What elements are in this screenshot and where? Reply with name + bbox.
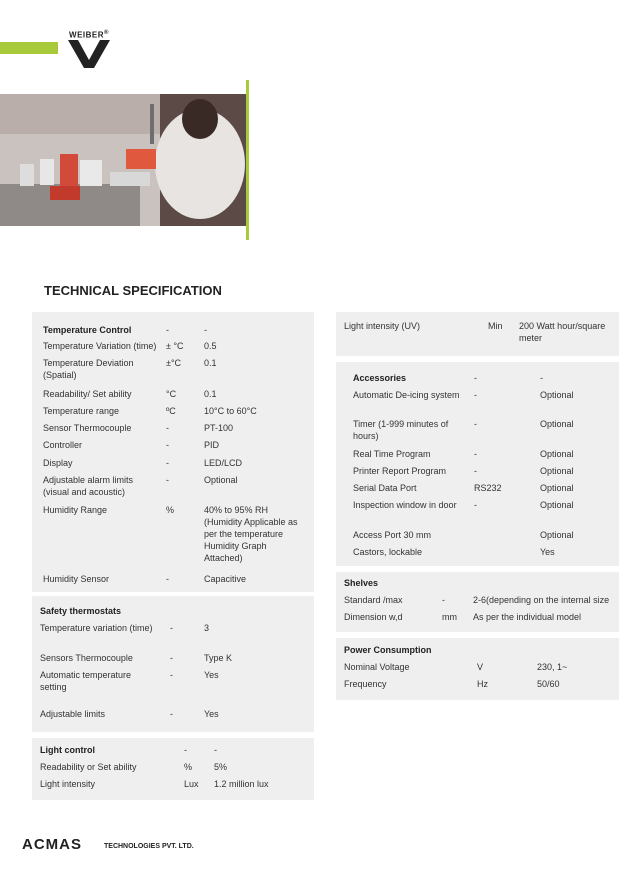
safety-row-unit: - [170,623,173,633]
power-row-unit: V [477,662,484,672]
general-row-value: PT-100 [204,423,234,433]
shelves-row-label: Shelves [344,578,379,588]
accessory-row-unit: - [474,500,477,510]
safety-row-unit: - [170,670,173,680]
light-row-value: - [214,745,217,755]
uv-row-unit: Min [488,321,503,331]
accessory-row-value: Yes [540,547,555,557]
lab-photo [0,94,246,226]
shelves-row-label: Dimension w,d [344,612,403,622]
general-row-unit: °C [166,389,177,399]
section-title: TECHNICAL SPECIFICATION [44,283,222,298]
accessory-row-label: Access Port 30 mm [353,530,432,540]
accessory-row-value: Optional [540,419,574,429]
general-row-value: PID [204,440,220,450]
general-row-unit: - [166,475,169,485]
accessory-row-unit: - [474,419,477,429]
safety-row-unit: - [170,709,173,719]
general-row-unit: - [166,458,169,468]
accessory-row-label: Timer (1-999 minutes of hours) [353,419,449,441]
general-row-value: 10°C to 60°C [204,406,257,416]
shelves-row-unit: - [442,595,445,605]
shelves-row-value: 2-6(depending on the internal size [473,595,610,605]
safety-row-value: Yes [204,709,219,719]
general-row-label: Temperature Control [43,325,132,335]
general-row-unit: % [166,505,175,515]
accessory-row-value: Optional [540,449,574,459]
acmas-logo: ACMAS [22,836,82,853]
accessory-row-unit: - [474,466,477,476]
general-row-unit: ºC [166,406,176,416]
safety-row-label: Safety thermostats [40,606,122,616]
accessory-row-value: Optional [540,390,574,400]
power-row-value: 50/60 [537,679,560,689]
acmas-subtitle: TECHNOLOGIES PVT. LTD. [104,843,194,850]
safety-row-value: Yes [204,670,219,680]
general-row-value: Optional [204,475,238,485]
general-row-value: 0.1 [204,358,217,368]
general-row-label: Controller [43,440,83,450]
general-row-label: Humidity Sensor [43,574,110,584]
general-row-label: Humidity Range [43,505,108,515]
general-row-unit: ± °C [166,341,184,351]
general-row-value: LED/LCD [204,458,243,468]
power-row-label: Power Consumption [344,645,432,655]
accessory-row-value: Optional [540,483,574,493]
shelves-row-unit: mm [442,612,457,622]
safety-row-value: Type K [204,653,233,663]
general-row-unit: - [166,574,169,584]
power-row-label: Nominal Voltage [344,662,410,672]
uv-row-value: 200 Watt hour/square meter [519,321,606,343]
power-row-value: 230, 1~ [537,662,568,672]
accessory-row-label: Automatic De-icing system [353,390,460,400]
light-row-label: Light intensity [40,779,96,789]
light-row-value: 5% [214,762,228,772]
light-row-label: Light control [40,745,95,755]
shelves-row-label: Standard /max [344,595,403,605]
accessory-row-value: Optional [540,530,574,540]
general-row-unit: - [166,440,169,450]
general-row-unit: ±°C [166,358,182,368]
accessory-row-label: Castors, lockable [353,547,423,557]
safety-row-unit: - [170,653,173,663]
accessory-row-label: Printer Report Program [353,466,447,476]
general-row-unit: - [166,423,169,433]
power-row-label: Frequency [344,679,387,689]
general-row-label: Sensor Thermocouple [43,423,132,433]
accent-bar [0,42,58,54]
general-row-unit: - [166,325,169,335]
general-row-value: - [204,325,207,335]
general-row-value: Capacitive [204,574,247,584]
accessory-row-label: Accessories [353,373,407,383]
safety-row-label: Automatic temperature setting [40,670,132,692]
weiber-logo: WEIBER® [64,30,114,70]
general-row-label: Display [43,458,73,468]
weiber-w-icon [64,40,114,68]
accessory-row-value: - [540,373,543,383]
accessory-row-unit: - [474,390,477,400]
safety-row-value: 3 [204,623,210,633]
light-row-unit: - [184,745,187,755]
general-row-label: Readability/ Set ability [43,389,132,399]
general-row-value: 0.5 [204,341,217,351]
general-row-label: Temperature range [43,406,120,416]
accessory-row-value: Optional [540,500,574,510]
general-row-value: 0.1 [204,389,217,399]
general-row-value: 40% to 95% RH (Humidity Applicable as per the temperature Humidity Graph Attached) [204,505,298,563]
accessory-row-label: Real Time Program [353,449,431,459]
general-row-label: Temperature Deviation (Spatial) [43,358,134,380]
power-row-unit: Hz [477,679,488,689]
general-row-label: Temperature Variation (time) [43,341,157,351]
shelves-row-value: As per the individual model [473,612,582,622]
accessory-row-unit: RS232 [474,483,502,493]
uv-row-label: Light intensity (UV) [344,321,421,331]
safety-row-label: Sensors Thermocouple [40,653,133,663]
photo-accent-line [246,80,249,240]
accessory-row-unit: - [474,373,477,383]
light-row-unit: Lux [184,779,199,789]
light-row-label: Readability or Set ability [40,762,137,772]
light-row-value: 1.2 million lux [214,779,269,789]
accessory-row-unit: - [474,449,477,459]
general-row-label: Adjustable alarm limits (visual and acoustic) [43,475,134,497]
accessory-row-value: Optional [540,466,574,476]
accessory-row-label: Inspection window in door [353,500,457,510]
safety-row-label: Adjustable limits [40,709,106,719]
safety-row-label: Temperature variation (time) [40,623,153,633]
accessory-row-label: Serial Data Port [353,483,417,493]
light-row-unit: % [184,762,193,772]
